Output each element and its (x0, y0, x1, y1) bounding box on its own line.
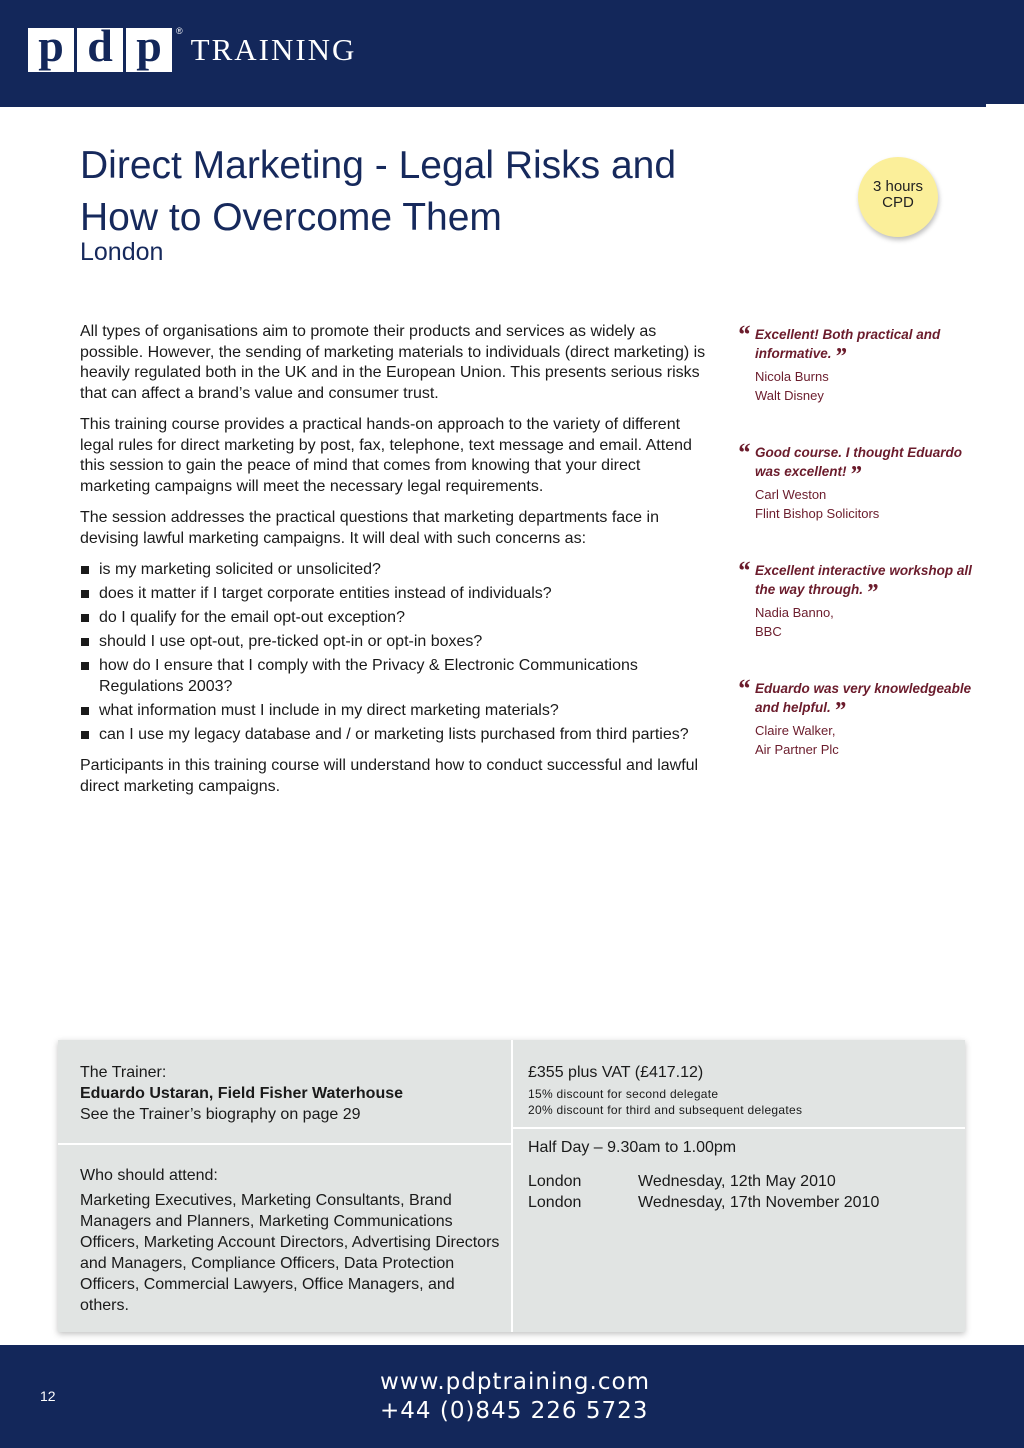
testimonial (737, 320, 977, 444)
session-duration: Half Day – 9.30am to 1.00pm (528, 1139, 737, 1156)
audience-list: Marketing Executives, Marketing Consultants, Brand Managers and Planners, Marketing Communications Officers, Marketing Account Directors, Advertising Directors and Managers, Compliance Officers, Data Protection Officers, Commercial Lawyers, Office Managers, and others. (80, 1192, 500, 1314)
discount-third: 20% discount for third and subsequent delegates (528, 1103, 803, 1117)
testimonial-attribution (737, 368, 977, 405)
open-quote-icon: “ (737, 320, 750, 349)
testimonial-quote: “ Excellent! Both practical and informative. ” (737, 320, 941, 370)
cpd-hours: 3 hours (872, 178, 924, 195)
page-header (0, 0, 1024, 104)
open-quote-icon: “ (737, 674, 750, 703)
date-value: Wednesday, 12th May 2010 (638, 1173, 836, 1190)
logo-letter-box: p (28, 28, 74, 72)
price: £355 plus VAT (£417.12) (528, 1064, 704, 1081)
trainer-name: Eduardo Ustaran, Field Fisher Waterhouse (80, 1085, 404, 1102)
list-item: what information must I include in my direct marketing materials? (80, 701, 710, 722)
bullet-square-icon (81, 590, 89, 598)
close-quote-icon: ” (833, 697, 846, 724)
testimonial (737, 674, 977, 798)
concerns-paragraph: The session addresses the practical questions that marketing departments face in devising lawful marketing campaigns. It will deal with such concerns as: (80, 509, 659, 547)
testimonial-name: Claire Walker, (755, 723, 836, 738)
testimonial-org: Flint Bishop Solicitors (755, 505, 880, 521)
logo-letter-box: p (126, 28, 172, 72)
testimonial-quote: “ Excellent interactive workshop all the way through. ” (737, 556, 972, 606)
concerns-list (80, 560, 710, 745)
testimonial-org: Walt Disney (755, 387, 824, 403)
list-item: does it matter if I target corporate entities instead of individuals? (80, 584, 710, 605)
date-value: Wednesday, 17th November 2010 (638, 1194, 880, 1211)
schedule-section (528, 1137, 948, 1213)
trainer-label: The Trainer: (80, 1064, 167, 1081)
trainer-section (80, 1062, 500, 1125)
trainer-bio-reference: See the Trainer’s biography on page 29 (80, 1106, 361, 1123)
course-title: Direct Marketing - Legal Risks and How to Overcome Them (80, 144, 677, 239)
price-section (528, 1062, 948, 1118)
logo-training-text: TRAINING (190, 32, 357, 67)
footer-contact (380, 1368, 650, 1426)
intro-paragraph: All types of organisations aim to promote their products and services as widely as possible. However, the sending of marketing materials to individuals (direct marketing) is heavily regulated both in the UK and in the European Union. This presents serious risks that can affect a brand’s value and consumer trust. (80, 323, 706, 402)
testimonial-name: Carl Weston (755, 487, 827, 502)
testimonial-name: Nadia Banno, (755, 605, 834, 620)
list-item: can I use my legacy database and / or marketing lists purchased from third parties? (80, 725, 710, 746)
info-divider-vertical (511, 1040, 513, 1332)
list-item: should I use opt-out, pre-ticked opt-in or opt-in boxes? (80, 632, 710, 653)
page-number: 12 (40, 1388, 56, 1404)
info-divider-left (58, 1143, 511, 1145)
bullet-square-icon (81, 614, 89, 622)
bullet-square-icon (81, 731, 89, 739)
audience-section (80, 1165, 500, 1316)
testimonial-attribution (737, 722, 977, 759)
testimonial (737, 556, 977, 680)
testimonial-quote: “ Eduardo was very knowledgeable and helpful. ” (737, 674, 972, 724)
info-divider-right (513, 1127, 965, 1129)
testimonial-quote: “ Good course. I thought Eduardo was excellent! ” (737, 438, 962, 488)
phone-number: +44 (0)845 226 5723 (380, 1398, 649, 1424)
open-quote-icon: “ (737, 438, 750, 467)
date-city: London (528, 1194, 582, 1211)
course-description (80, 322, 710, 808)
date-row (528, 1192, 948, 1213)
website-link[interactable]: www.pdptraining.com (380, 1369, 650, 1395)
approach-paragraph: This training course provides a practical hands-on approach to the variety of different legal rules for direct marketing by post, fax, telephone, text message and email. Attend this session to gain the peace of mind that comes from knowing that your direct marketing campaigns will meet the necessary legal requirements. (80, 416, 692, 495)
list-item: do I qualify for the email opt-out exception? (80, 608, 710, 629)
testimonial-attribution (737, 604, 977, 641)
list-item: is my marketing solicited or unsolicited? (80, 560, 710, 581)
pdp-training-logo (28, 20, 357, 72)
course-location: London (80, 238, 164, 266)
testimonial (737, 438, 977, 562)
outcome-paragraph: Participants in this training course will understand how to conduct successful and lawful direct marketing campaigns. (80, 757, 699, 795)
discount-second: 15% discount for second delegate (528, 1087, 719, 1101)
audience-label: Who should attend: (80, 1167, 218, 1184)
cpd-label: CPD (882, 194, 914, 211)
close-quote-icon: ” (866, 579, 878, 606)
registered-mark: ® (176, 26, 183, 36)
date-city: London (528, 1173, 582, 1190)
bullet-square-icon (81, 638, 89, 646)
testimonial-org: Air Partner Plc (755, 741, 839, 757)
bullet-square-icon (81, 707, 89, 715)
cpd-badge (858, 157, 938, 237)
testimonial-name: Nicola Burns (755, 369, 829, 384)
close-quote-icon: ” (834, 343, 847, 370)
testimonial-org: BBC (755, 623, 782, 639)
date-row (528, 1171, 948, 1192)
testimonials (737, 320, 977, 798)
close-quote-icon: ” (849, 461, 862, 488)
logo-letter-box: d (77, 28, 123, 72)
bullet-square-icon (81, 662, 89, 670)
header-divider (0, 104, 986, 107)
testimonial-attribution (737, 486, 977, 523)
course-info-box (58, 1040, 965, 1332)
open-quote-icon: “ (737, 556, 750, 585)
bullet-square-icon (81, 566, 89, 574)
list-item: how do I ensure that I comply with the Privacy & Electronic Communications Regulations 2003? (80, 656, 710, 697)
